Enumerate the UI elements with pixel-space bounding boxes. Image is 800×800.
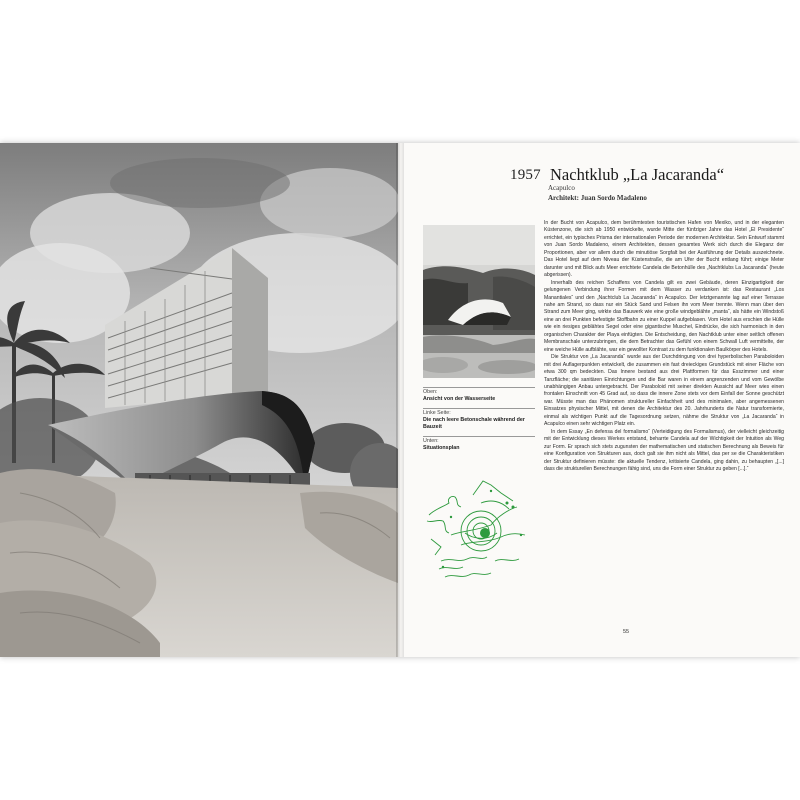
architect: Architekt: Juan Sordo Madaleno [548, 194, 647, 202]
caption-text: Die nach leere Betonschale während der Bauzeit [423, 417, 525, 430]
caption-label: Linke Seite: [423, 410, 451, 416]
caption-divider [423, 387, 535, 388]
shell-under-construction-image [423, 225, 535, 378]
year: 1957 [510, 167, 541, 183]
location: Acapulco [548, 184, 575, 192]
caption-left-page [423, 410, 535, 431]
body-text [544, 220, 784, 473]
caption-divider [423, 408, 535, 409]
site-plan [421, 473, 533, 589]
caption-top [423, 389, 535, 403]
nightclub-shell-photo [0, 143, 398, 657]
paragraph: In dem Essay „En defensa del formalismo“ (Verteidigung des Formalismus), der vielleicht gleichzeitig mit der Entwicklung dieses Werkes entstand, beharrte Candela auf der Wichtigkeit der Intuition als Weg zur Form. Er sprach sich stets zugunsten der mathematischen und statischen Berechnung als Beweis für eine Konfiguration von Strukturen aus, doch galt sie ihm nicht als Mittel, das per se die Charakteristiken der Struktur definieren müsste: die aktuelle Tendenz, kritisierte Candela, ging dahin, zu behaupten „[...] dass die strukturellen Berechnungen fähig sind, uns die Form einer Struktur zu geben [...].“ [544, 428, 784, 472]
paragraph: In der Bucht von Acapulco, dem berühmtesten touristischen Hafen von Mexiko, und in der eleganten Küstenzone, die sich ab 1950 entwickelte, wurde Mitte der fünfziger Jahre das Hotel „El Presidente“ errichtet, ein typisches Prisma der internationalen Periode der modernen Architektur. Sein Entwurf stammt von Juan Sordo Madaleno, einem Architekten, dessen gesamtes Werk sich durch die Eleganz der Proportionen, aber vor allem durch die minutiöse Sorgfalt bei der Ausführung der Details auszeichnete. Das Hotel liegt auf dem Niveau der Küstenstraße, die am Ufer der Bucht entlang führt; einige Meter darunter und mit Blick aufs Meer errichtete Candela die Betonhülle des „Nachtklubs La Jacaranda“ (heute abgerissen). [544, 220, 784, 279]
paragraph: Innerhalb des reichen Schaffens von Candela gilt es zwei Gebäude, deren Einzigartigkeit der gelungenen Verbindung ihrer Formen mit dem Wasser zu verdanken ist: das Restaurant „Los Manantiales“ und den „Nachtclub La Jacaranda“ in Acapulco. Der letztgenannte lag auf einer Terrasse nahe am Strand, so dass nur ein Stück Sand und Felsen ihn vom Meer trennte. Wenn man über den Strand zum Meer ging, wirkte das Bauwerk wie eine große windgeblähte „manta“, als hätte ein Windstoß eine an drei Punkten befestigte Stoffbahn zu einer Kuppel aufgeblasen. Vom Hotel aus erschien die Hülle wie ein riesiges geblähtes Segel oder eine gigantische Muschel, Eindrücke, die sich harmonisch in den organischen Charakter der Playa einfügten. Die Entscheidung, den Nachtklub unter einer seitlich offenen Membranschale unterzubringen, die dem Betrachter das Gefühl von einem Schwall Luft vermittelte, der eine weiche Hülle aufblähte, war ein gewollter Kontrast zu dem funktionalen Baulkörper des Hotels. [544, 279, 784, 353]
book-gutter [396, 143, 404, 657]
caption-label: Oben: [423, 389, 438, 395]
construction-photo [423, 225, 535, 378]
caption-bottom [423, 438, 535, 452]
caption-label: Unten: [423, 438, 439, 444]
page-number: 55 [623, 629, 630, 635]
site-plan-drawing [421, 473, 533, 589]
caption-text: Situationsplan [423, 445, 460, 451]
caption-divider [423, 436, 535, 437]
page-title: Nachtklub „La Jacaranda“ [550, 165, 725, 184]
paragraph: Die Struktur von „La Jacaranda“ wurde aus der Durchdringung von drei hyperbolischen Paraboloiden mit drei Auflagerpunkten entwickelt, die zusammen ein fast dreieckiges Grundstück mit einer Fläche von etwa 300 qm bedeckten. Das Innere bestand aus drei Plattformen für das Esszimmer und einer Tanzfläche; die sanitären Einrichtungen und die Bar waren in einem angrenzenden und vom Gewölbe unabhängigen Anbau untergebracht. Der Paraboloid mit seiner direkten Aussicht auf Meer wies einen frontalen Einschnitt von 45 Grad auf, so dass die innere Zone stets vor dem Einfall der Sonne geschützt war. Müsste man das Phänomen struktureller Einfachheit und des minimalen, aber angemessenen Einsatzes physischer Mittel, mit denen die Architektur des 20. Jahrhunderts die Natur transformierte, einmal als wichtigen Punkt auf die Tagesordnung setzen, nähme die Struktur von „La Jacaranda“ in Acapulco einen sehr wichtigen Platz ein. [544, 354, 784, 428]
text-page [404, 143, 800, 657]
main-photograph [0, 143, 398, 657]
book-spread [0, 143, 800, 657]
caption-text: Ansicht von der Wasserseite [423, 396, 496, 402]
